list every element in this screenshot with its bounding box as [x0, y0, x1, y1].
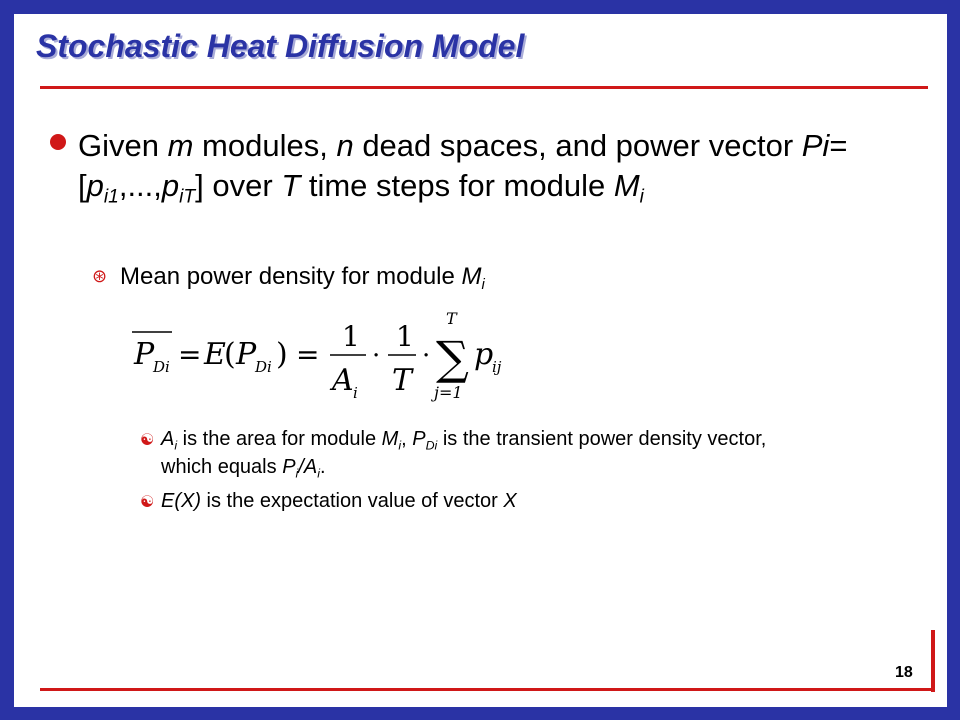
text-run: . — [319, 456, 326, 479]
var-n: n — [336, 128, 354, 163]
formula-dot: · — [422, 341, 431, 371]
formula-mid-p: P — [236, 337, 257, 372]
bullet-main — [50, 126, 910, 218]
var-a: A — [161, 428, 175, 450]
var-m-upper: M — [461, 263, 482, 290]
bullet-sub — [92, 262, 892, 300]
bullet-detail — [140, 428, 820, 485]
formula-mid-sub: Di — [255, 358, 272, 376]
bullet-sub-text — [120, 262, 892, 300]
title-rule — [40, 86, 928, 89]
text-run: , — [401, 428, 413, 450]
sum-lower-limit: j=1 — [434, 383, 463, 402]
formula-paren: ( — [224, 337, 236, 372]
var-p-upper: P — [412, 428, 426, 450]
sum-icon: ∑ — [436, 331, 469, 385]
subscript: i1 — [103, 186, 119, 208]
formula-lhs-p: P — [134, 337, 155, 372]
subscript: Di — [425, 438, 438, 453]
var-m-upper: M — [613, 168, 640, 203]
text-run: Mean power density for module — [120, 263, 462, 290]
var-pi: Pi — [801, 128, 830, 163]
formula-numerator: 1 — [396, 320, 414, 353]
text-run: / — [298, 456, 304, 479]
var-a: A — [303, 456, 318, 479]
subscript: i — [398, 438, 402, 453]
frame-top — [0, 0, 960, 14]
formula-lhs-sub: Di — [153, 358, 170, 376]
formula-dot: · — [372, 341, 381, 371]
text-run: ] over — [195, 168, 282, 203]
formula-a: A — [332, 363, 354, 398]
text-run: ,..., — [118, 168, 162, 203]
subscript: i — [174, 438, 178, 453]
var-x: X — [503, 490, 517, 512]
bullet-detail-text — [161, 428, 820, 485]
var-m-upper: M — [381, 428, 399, 450]
subscript: i — [639, 186, 644, 208]
sum-upper-limit: T — [446, 309, 457, 328]
yin-yang-icon: ☯ — [140, 494, 155, 511]
var-p-upper: P — [282, 456, 296, 479]
frame-bottom — [0, 707, 960, 720]
red-dot-icon — [50, 134, 66, 150]
mean-power-density-formula — [124, 302, 524, 412]
var-p: p — [161, 168, 180, 203]
text-run: Given — [78, 128, 168, 163]
bullet-detail-text — [161, 490, 820, 512]
var-m: m — [167, 128, 194, 163]
text-run: =[ — [78, 128, 848, 203]
bullet-detail — [140, 490, 820, 512]
footer-rule-horizontal — [40, 688, 935, 691]
var-p: p — [86, 168, 104, 203]
subscript: i — [317, 466, 320, 481]
page-number: 18 — [895, 664, 913, 681]
wheel-icon: ⊛ — [92, 266, 108, 286]
frame-left — [0, 0, 14, 720]
formula-e: E — [204, 337, 226, 372]
subscript: i — [295, 466, 299, 481]
var-t: T — [281, 168, 301, 203]
yin-yang-icon: ☯ — [140, 432, 155, 449]
text-run: is the expectation value of vector — [201, 490, 504, 512]
formula-p-sub: ij — [492, 358, 502, 376]
formula-p: p — [474, 337, 494, 372]
frame-right — [947, 0, 960, 720]
formula-paren: ) — [276, 337, 288, 372]
subscript: i — [481, 277, 485, 294]
text-run: time steps for module — [300, 168, 614, 203]
footer-rule-vertical — [931, 630, 935, 692]
text-run: modules, — [193, 128, 337, 163]
text-run: is the area for module — [177, 428, 382, 450]
text-run: dead spaces, and power vector — [353, 128, 802, 163]
formula-equals: = — [296, 338, 320, 371]
formula-numerator: 1 — [342, 320, 360, 353]
slide-title: Stochastic Heat Diffusion Model — [36, 28, 525, 64]
formula-a-sub: i — [353, 384, 358, 402]
bullet-main-text — [78, 126, 910, 218]
formula-equals: = — [178, 338, 202, 371]
subscript: iT — [179, 186, 196, 208]
var-ex: E(X) — [161, 490, 201, 512]
formula-t: T — [392, 363, 413, 398]
text-run: is the transient power density vector, which equals — [161, 428, 767, 479]
